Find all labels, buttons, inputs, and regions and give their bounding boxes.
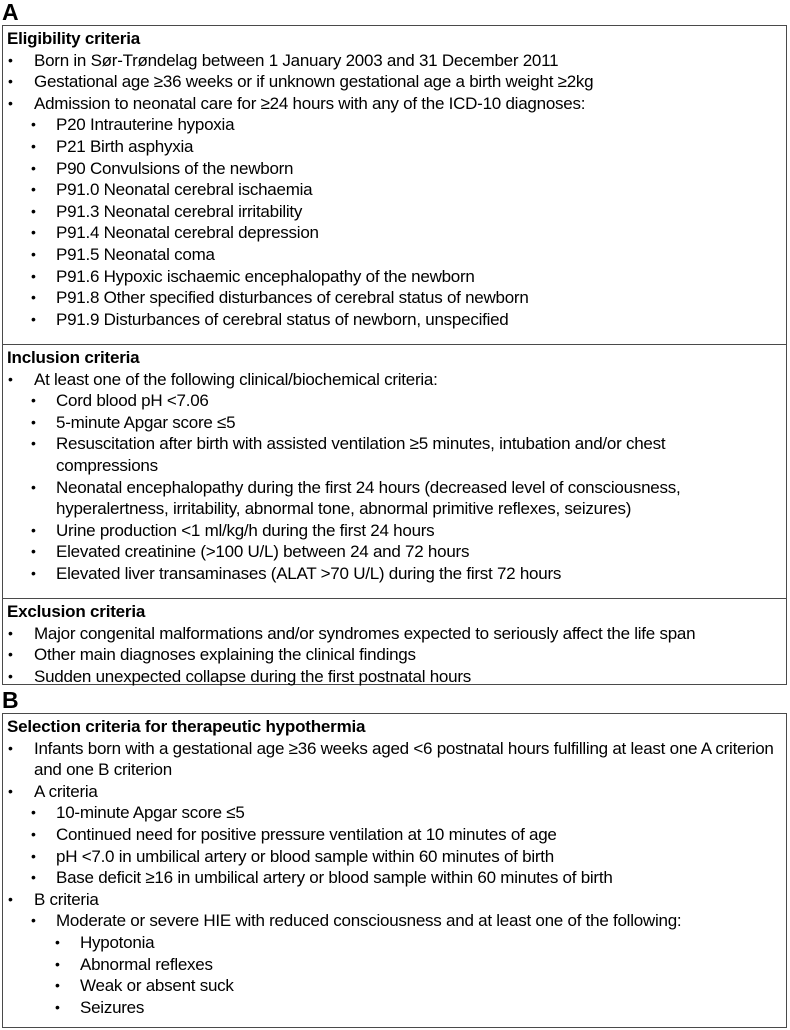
panel-a-label: A bbox=[2, 0, 19, 25]
diagnosis-item: • P91.6 Hypoxic ischaemic encephalopathy of the newborn bbox=[3, 266, 786, 288]
b-criteria-item: • Seizures bbox=[3, 997, 786, 1019]
exclusion-item: • Sudden unexpected collapse during the first postnatal hours bbox=[3, 666, 786, 688]
exclusion-section bbox=[3, 598, 786, 689]
hypothermia-list bbox=[3, 738, 786, 1019]
diagnosis-item: • P91.5 Neonatal coma bbox=[3, 244, 786, 266]
inclusion-list bbox=[3, 369, 786, 585]
eligibility-item: • Admission to neonatal care for ≥24 hours with any of the ICD-10 diagnoses: bbox=[3, 93, 786, 115]
inclusion-heading: Inclusion criteria bbox=[7, 348, 140, 367]
inclusion-intro: • At least one of the following clinical/biochemical criteria: bbox=[3, 369, 786, 391]
diagnosis-item: • P91.9 Disturbances of cerebral status of newborn, unspecified bbox=[3, 309, 786, 331]
exclusion-heading: Exclusion criteria bbox=[7, 602, 146, 621]
a-criteria-item: • Continued need for positive pressure ventilation at 10 minutes of age bbox=[3, 824, 786, 846]
inclusion-item: • Urine production <1 ml/kg/h during the first 24 hours bbox=[3, 520, 786, 542]
b-criteria-label: • B criteria bbox=[3, 889, 786, 911]
diagnosis-item: • P21 Birth asphyxia bbox=[3, 136, 786, 158]
inclusion-section bbox=[3, 344, 786, 598]
inclusion-item: • Cord blood pH <7.06 bbox=[3, 390, 786, 412]
a-criteria-item: • pH <7.0 in umbilical artery or blood sample within 60 minutes of birth bbox=[3, 846, 786, 868]
exclusion-item: • Major congenital malformations and/or syndromes expected to seriously affect the life span bbox=[3, 623, 786, 645]
a-criteria-item: • Base deficit ≥16 in umbilical artery or blood sample within 60 minutes of birth bbox=[3, 867, 786, 889]
hypothermia-intro: • Infants born with a gestational age ≥36 weeks aged <6 postnatal hours fulfilling at least one A criterion and one B criterion bbox=[3, 738, 786, 781]
eligibility-item: • Gestational age ≥36 weeks or if unknown gestational age a birth weight ≥2kg bbox=[3, 71, 786, 93]
diagnosis-item: • P91.8 Other specified disturbances of cerebral status of newborn bbox=[3, 287, 786, 309]
diagnosis-item: • P90 Convulsions of the newborn bbox=[3, 158, 786, 180]
hypothermia-section bbox=[3, 714, 786, 1020]
inclusion-item: • Resuscitation after birth with assisted ventilation ≥5 minutes, intubation and/or chest compressions bbox=[3, 433, 786, 476]
exclusion-item: • Other main diagnoses explaining the clinical findings bbox=[3, 644, 786, 666]
a-criteria-item: • 10-minute Apgar score ≤5 bbox=[3, 802, 786, 824]
a-criteria-label: • A criteria bbox=[3, 781, 786, 803]
eligibility-item: • Born in Sør-Trøndelag between 1 January 2003 and 31 December 2011 bbox=[3, 50, 786, 72]
eligibility-list bbox=[3, 50, 786, 331]
panel-b-label: B bbox=[2, 687, 19, 713]
b-criteria-item: • Hypotonia bbox=[3, 932, 786, 954]
diagnosis-item: • P20 Intrauterine hypoxia bbox=[3, 114, 786, 136]
inclusion-item: • Elevated creatinine (>100 U/L) between 24 and 72 hours bbox=[3, 541, 786, 563]
eligibility-section bbox=[3, 26, 786, 344]
panel-b-criteria-box bbox=[2, 713, 787, 1028]
eligibility-heading: Eligibility criteria bbox=[7, 29, 140, 48]
diagnosis-item: • P91.4 Neonatal cerebral depression bbox=[3, 222, 786, 244]
exclusion-list bbox=[3, 623, 786, 688]
b-criteria-main: • Moderate or severe HIE with reduced consciousness and at least one of the following: bbox=[3, 910, 786, 932]
diagnosis-item: • P91.0 Neonatal cerebral ischaemia bbox=[3, 179, 786, 201]
inclusion-item: • Elevated liver transaminases (ALAT >70 U/L) during the first 72 hours bbox=[3, 563, 786, 585]
b-criteria-item: • Weak or absent suck bbox=[3, 975, 786, 997]
panel-a-criteria-box bbox=[2, 25, 787, 685]
diagnosis-item: • P91.3 Neonatal cerebral irritability bbox=[3, 201, 786, 223]
inclusion-item: • 5-minute Apgar score ≤5 bbox=[3, 412, 786, 434]
b-criteria-item: • Abnormal reflexes bbox=[3, 954, 786, 976]
hypothermia-heading: Selection criteria for therapeutic hypothermia bbox=[7, 717, 366, 736]
inclusion-item: • Neonatal encephalopathy during the first 24 hours (decreased level of consciousness, hyperalertness, irritability, abnormal tone, abnormal primitive reflexes, seizures) bbox=[3, 477, 786, 520]
